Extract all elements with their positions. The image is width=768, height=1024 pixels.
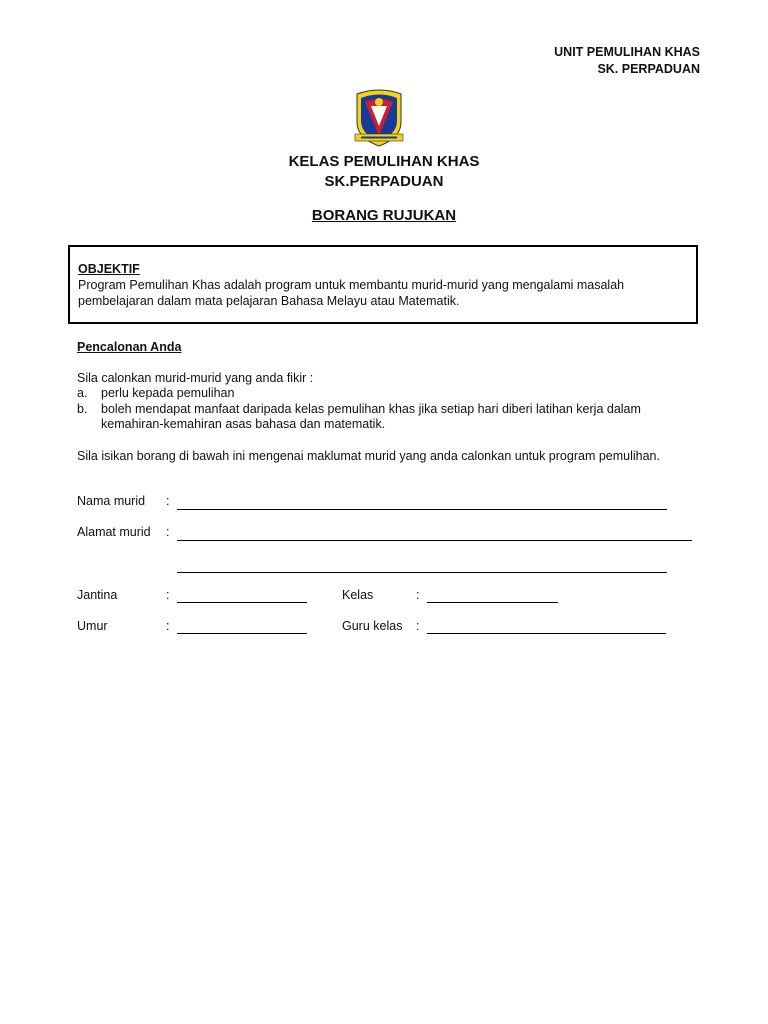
objective-text — [78, 277, 678, 309]
title-line-2: SK.PERPADUAN — [324, 173, 444, 190]
form-instruction: Sila isikan borang di bawah ini mengenai maklumat murid yang anda calonkan untuk program pemulihan. — [77, 449, 660, 463]
guru-kelas-label: Guru kelas — [342, 619, 403, 633]
criteria-list — [77, 386, 697, 433]
objective-box — [68, 245, 698, 324]
nomination-intro: Sila calonkan murid-murid yang anda fikir : — [77, 371, 314, 385]
list-item — [77, 386, 697, 402]
kelas-field[interactable] — [427, 602, 558, 603]
title-line-1: KELAS PEMULIHAN KHAS — [288, 153, 480, 170]
jantina-colon: : — [166, 588, 170, 602]
nama-murid-colon: : — [166, 494, 170, 508]
nama-murid-label: Nama murid — [77, 494, 146, 508]
header-block — [554, 44, 700, 78]
alamat-murid-field-line-2[interactable] — [177, 572, 667, 573]
kelas-label: Kelas — [342, 588, 374, 602]
guru-kelas-colon: : — [416, 619, 420, 633]
unit-name: UNIT PEMULIHAN KHAS — [554, 45, 700, 59]
alamat-murid-colon: : — [166, 525, 170, 539]
objective-line-2: pembelajaran dalam mata pelajaran Bahasa Melayu atau Matematik. — [78, 294, 460, 308]
umur-field[interactable] — [177, 633, 307, 634]
list-marker: b. — [77, 401, 88, 416]
nomination-heading: Pencalonan Anda — [77, 340, 182, 354]
objective-line-1: Program Pemulihan Khas adalah program untuk membantu murid-murid yang mengalami masalah — [78, 278, 625, 292]
school-name: SK. PERPADUAN — [597, 62, 700, 76]
jantina-field[interactable] — [177, 602, 307, 603]
kelas-colon: : — [416, 588, 420, 602]
objective-heading: OBJEKTIF — [78, 262, 140, 276]
umur-colon: : — [166, 619, 170, 633]
alamat-murid-label: Alamat murid — [77, 525, 151, 539]
form-title: BORANG RUJUKAN — [311, 207, 457, 224]
alamat-murid-field[interactable] — [177, 540, 692, 541]
list-item-text: boleh mendapat manfaat daripada kelas pemulihan khas jika setiap hari diberi latihan kerja dalam kemahiran-kemahiran asas bahasa dan matematik. — [101, 401, 641, 431]
nama-murid-field[interactable] — [177, 509, 667, 510]
umur-label: Umur — [77, 619, 108, 633]
list-item — [77, 402, 697, 433]
list-marker: a. — [77, 386, 88, 400]
jantina-label: Jantina — [77, 588, 118, 602]
list-item-text: perlu kepada pemulihan — [101, 386, 235, 400]
school-crest-icon — [351, 88, 407, 150]
guru-kelas-field[interactable] — [427, 633, 666, 634]
